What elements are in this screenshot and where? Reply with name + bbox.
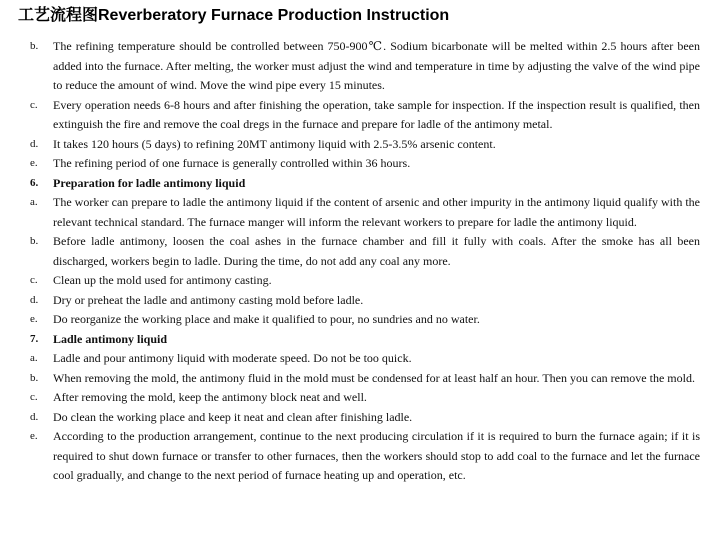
section-heading: [30, 174, 700, 194]
list-marker: d.: [30, 137, 39, 150]
section-heading-text: Ladle antimony liquid: [53, 331, 168, 346]
list-item: [30, 37, 700, 96]
list-item: [30, 291, 700, 311]
list-item-text: Before ladle antimony, loosen the coal ashes in the furnace chamber and fill it fully with coals. After the smoke has all been discharged, workers begin to ladle. During the time, do not add any coal any more.: [53, 234, 700, 268]
list-marker: a.: [30, 352, 38, 364]
list-item-text: According to the production arrangement, continue to the next producing circulation if it is required to burn the furnace again; if it is required to shut down furnace or transfer to other furnaces, then the workers should stop to add coal to the furnace and let the furnace cool gradually, and change to the next period of furnace heating up and operation, etc.: [53, 429, 700, 482]
list-marker: b.: [30, 235, 39, 247]
list-item-text: Clean up the mold used for antimony casting.: [53, 273, 272, 287]
list-item: [30, 193, 700, 232]
list-marker: a.: [30, 196, 38, 208]
list-item-text: The refining temperature should be controlled between 750-900℃. Sodium bicarbonate will be melted within 2.5 hours after been added into the furnace. After melting, the worker must adjust the wind and temperature in time by adjusting the valve of the wind pipe to reduce the amount of wind. Move the wind pipe every 15 minutes.: [53, 39, 700, 92]
list-marker: e.: [30, 157, 38, 169]
list-item: [30, 271, 700, 291]
list-item-text: The worker can prepare to ladle the antimony liquid if the content of arsenic and other impurity in the antimony liquid qualify with the relevant technical standard. The furnace manger will inform the relevant workers to prepare for ladle the antimony liquid.: [53, 195, 700, 229]
list-item: [30, 96, 700, 135]
list-item: [30, 135, 700, 155]
instruction-list: [30, 37, 700, 486]
list-item: [30, 427, 700, 486]
list-item: [30, 154, 700, 174]
list-item-text: When removing the mold, the antimony fluid in the mold must be condensed for at least half an hour. Then you can remove the mold.: [53, 370, 695, 385]
list-marker: b.: [30, 40, 39, 52]
list-marker: d.: [30, 410, 39, 423]
list-marker: c.: [30, 391, 38, 403]
page-title: 工艺流程图Reverberatory Furnace Production Instruction: [18, 7, 450, 24]
list-marker: e.: [30, 430, 38, 442]
list-item: [30, 310, 700, 330]
section-heading-text: Preparation for ladle antimony liquid: [53, 175, 246, 190]
list-item-text: After removing the mold, keep the antimony block neat and well.: [53, 390, 367, 404]
list-marker: e.: [30, 313, 38, 325]
list-item-text: Do reorganize the working place and make it qualified to pour, no sundries and no water.: [53, 312, 480, 326]
list-item-text: The refining period of one furnace is generally controlled within 36 hours.: [53, 156, 411, 170]
list-item: [30, 388, 700, 408]
list-item: [30, 232, 700, 271]
list-marker: c.: [30, 274, 38, 286]
list-item: [30, 408, 700, 428]
section-heading: [30, 330, 700, 350]
list-marker: c.: [30, 98, 38, 111]
list-item-text: Do clean the working place and keep it neat and clean after finishing ladle.: [53, 409, 413, 424]
list-marker: d.: [30, 293, 39, 306]
list-marker: 7.: [30, 332, 39, 345]
list-item-text: Dry or preheat the ladle and antimony casting mold before ladle.: [53, 292, 364, 307]
list-item: [30, 349, 700, 369]
list-item-text: Ladle and pour antimony liquid with moderate speed. Do not be too quick.: [53, 351, 412, 365]
list-item-text: Every operation needs 6-8 hours and after finishing the operation, take sample for inspection. If the inspection result is qualified, then extinguish the fire and remove the coal dregs in the furnace and prepare for ladle of the antimony metal.: [53, 97, 700, 131]
list-item: [30, 369, 700, 389]
list-marker: 6.: [30, 176, 39, 189]
list-marker: b.: [30, 371, 39, 384]
list-item-text: It takes 120 hours (5 days) to refining 20MT antimony liquid with 2.5-3.5% arsenic content.: [53, 136, 496, 151]
